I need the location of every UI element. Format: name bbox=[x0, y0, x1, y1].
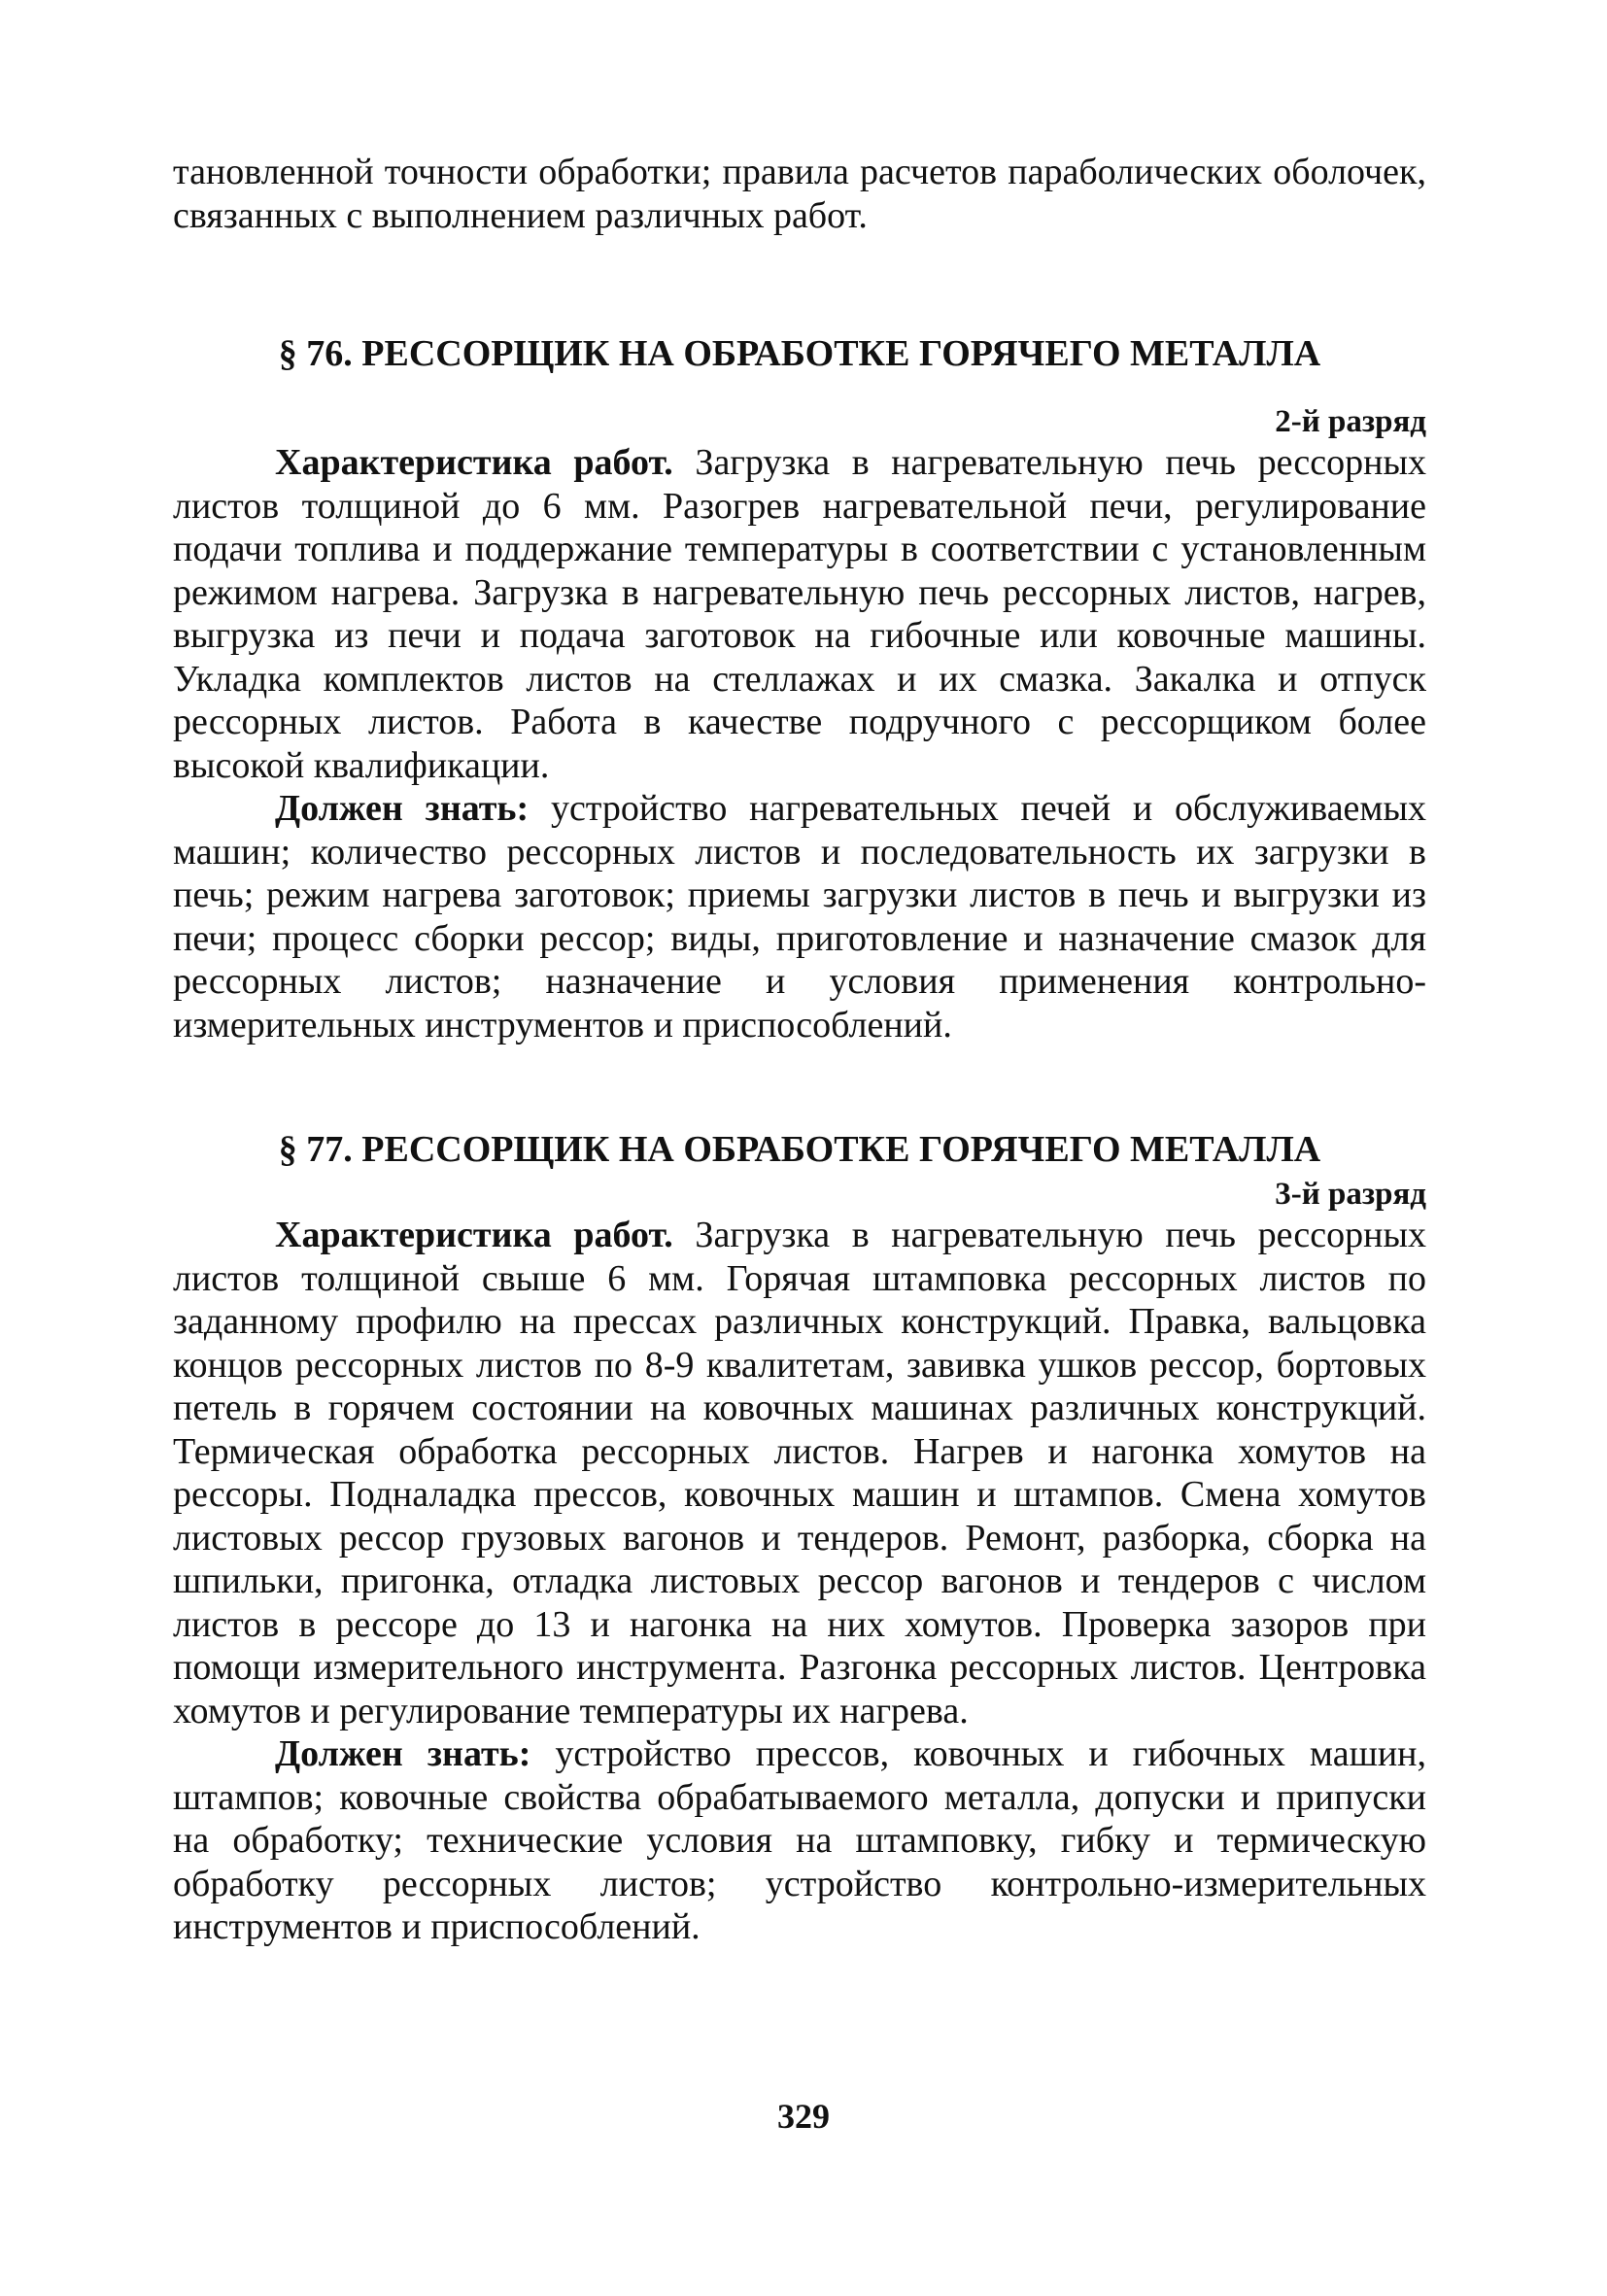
characteristics-label: Характеристика работ. bbox=[275, 442, 673, 483]
section-76-characteristics bbox=[173, 441, 1426, 787]
characteristics-text: Загрузка в нагревательную печь рессорных листов толщиной до 6 мм. Разогрев нагревательной печи, регулирование подачи топлива и поддержание температуры в соответствии с установленным режимом нагрева. Загрузка в нагревательную печь рессорных листов, нагрев, выгрузка из печи и подача заготовок на гибочные или ковочные машины. Укладка комплектов листов на стеллажах и их смазка. Закалка и отпуск рессорных листов. Работа в качестве подручного с рессорщиком более высокой квалификации. bbox=[173, 442, 1427, 786]
intro-paragraph: тановленной точности обработки; правила расчетов параболических оболочек, связанных с выполнением различных работ. bbox=[173, 152, 1426, 236]
section-76-grade: 2-й разряд bbox=[1275, 404, 1426, 439]
knowledge-text: устройство прессов, ковочных и гибочных машин, штампов; ковочные свойства обрабатываемого металла, допуски и припуски на обработку; технические условия на штамповку, гибку и термическую обработку рессорных листов; устройство контрольно-измерительных инструментов и приспособлений. bbox=[173, 1733, 1426, 1947]
section-77-heading: § 77. РЕССОРЩИК НА ОБРАБОТКЕ ГОРЯЧЕГО МЕТАЛЛА bbox=[278, 1129, 1321, 1170]
characteristics-label: Характеристика работ. bbox=[275, 1215, 673, 1255]
section-76-knowledge bbox=[173, 787, 1426, 1046]
section-76-heading: § 76. РЕССОРЩИК НА ОБРАБОТКЕ ГОРЯЧЕГО МЕТАЛЛА bbox=[278, 333, 1321, 374]
characteristics-text: Загрузка в нагревательную печь рессорных листов толщиной свыше 6 мм. Горячая штамповка рессорных листов по заданному профилю на прессах различных конструкций. Правка, вальцовка концов рессорных листов по 8-9 квалитетам, завивка ушков рессор, бортовых петель в горячем состоянии на ковочных машинах различных конструкций. Термическая обработка рессорных листов. Нагрев и нагонка хомутов на рессоры. Подналадка прессов, ковочных машин и штампов. Смена хомутов листовых рессор грузовых вагонов и тендеров. Ремонт, разборка, сборка на шпильки, пригонка, отладка листовых рессор вагонов и тендеров с числом листов в рессоре до 13 и нагонка на них хомутов. Проверка зазоров при помощи измерительного инструмента. Разгонка рессорных листов. Центровка хомутов и регулирование температуры их нагрева. bbox=[173, 1215, 1427, 1731]
section-77-characteristics bbox=[173, 1214, 1426, 1732]
knowledge-label: Должен знать: bbox=[275, 1733, 531, 1774]
knowledge-text: устройство нагревательных печей и обслуживаемых машин; количество рессорных листов и последовательность их загрузки в печь; режим нагрева заготовок; приемы загрузки листов в печь и выгрузки из печи; процесс сборки рессор; виды, приготовление и назначение смазок для рессорных листов; назначение и условия применения контрольно-измерительных инструментов и приспособлений. bbox=[173, 788, 1427, 1045]
page-number: 329 bbox=[777, 2097, 830, 2136]
section-77-grade: 3-й разряд bbox=[1275, 1177, 1426, 1212]
document-page bbox=[173, 151, 1426, 1949]
knowledge-label: Должен знать: bbox=[275, 788, 530, 829]
section-77-knowledge bbox=[173, 1732, 1426, 1949]
